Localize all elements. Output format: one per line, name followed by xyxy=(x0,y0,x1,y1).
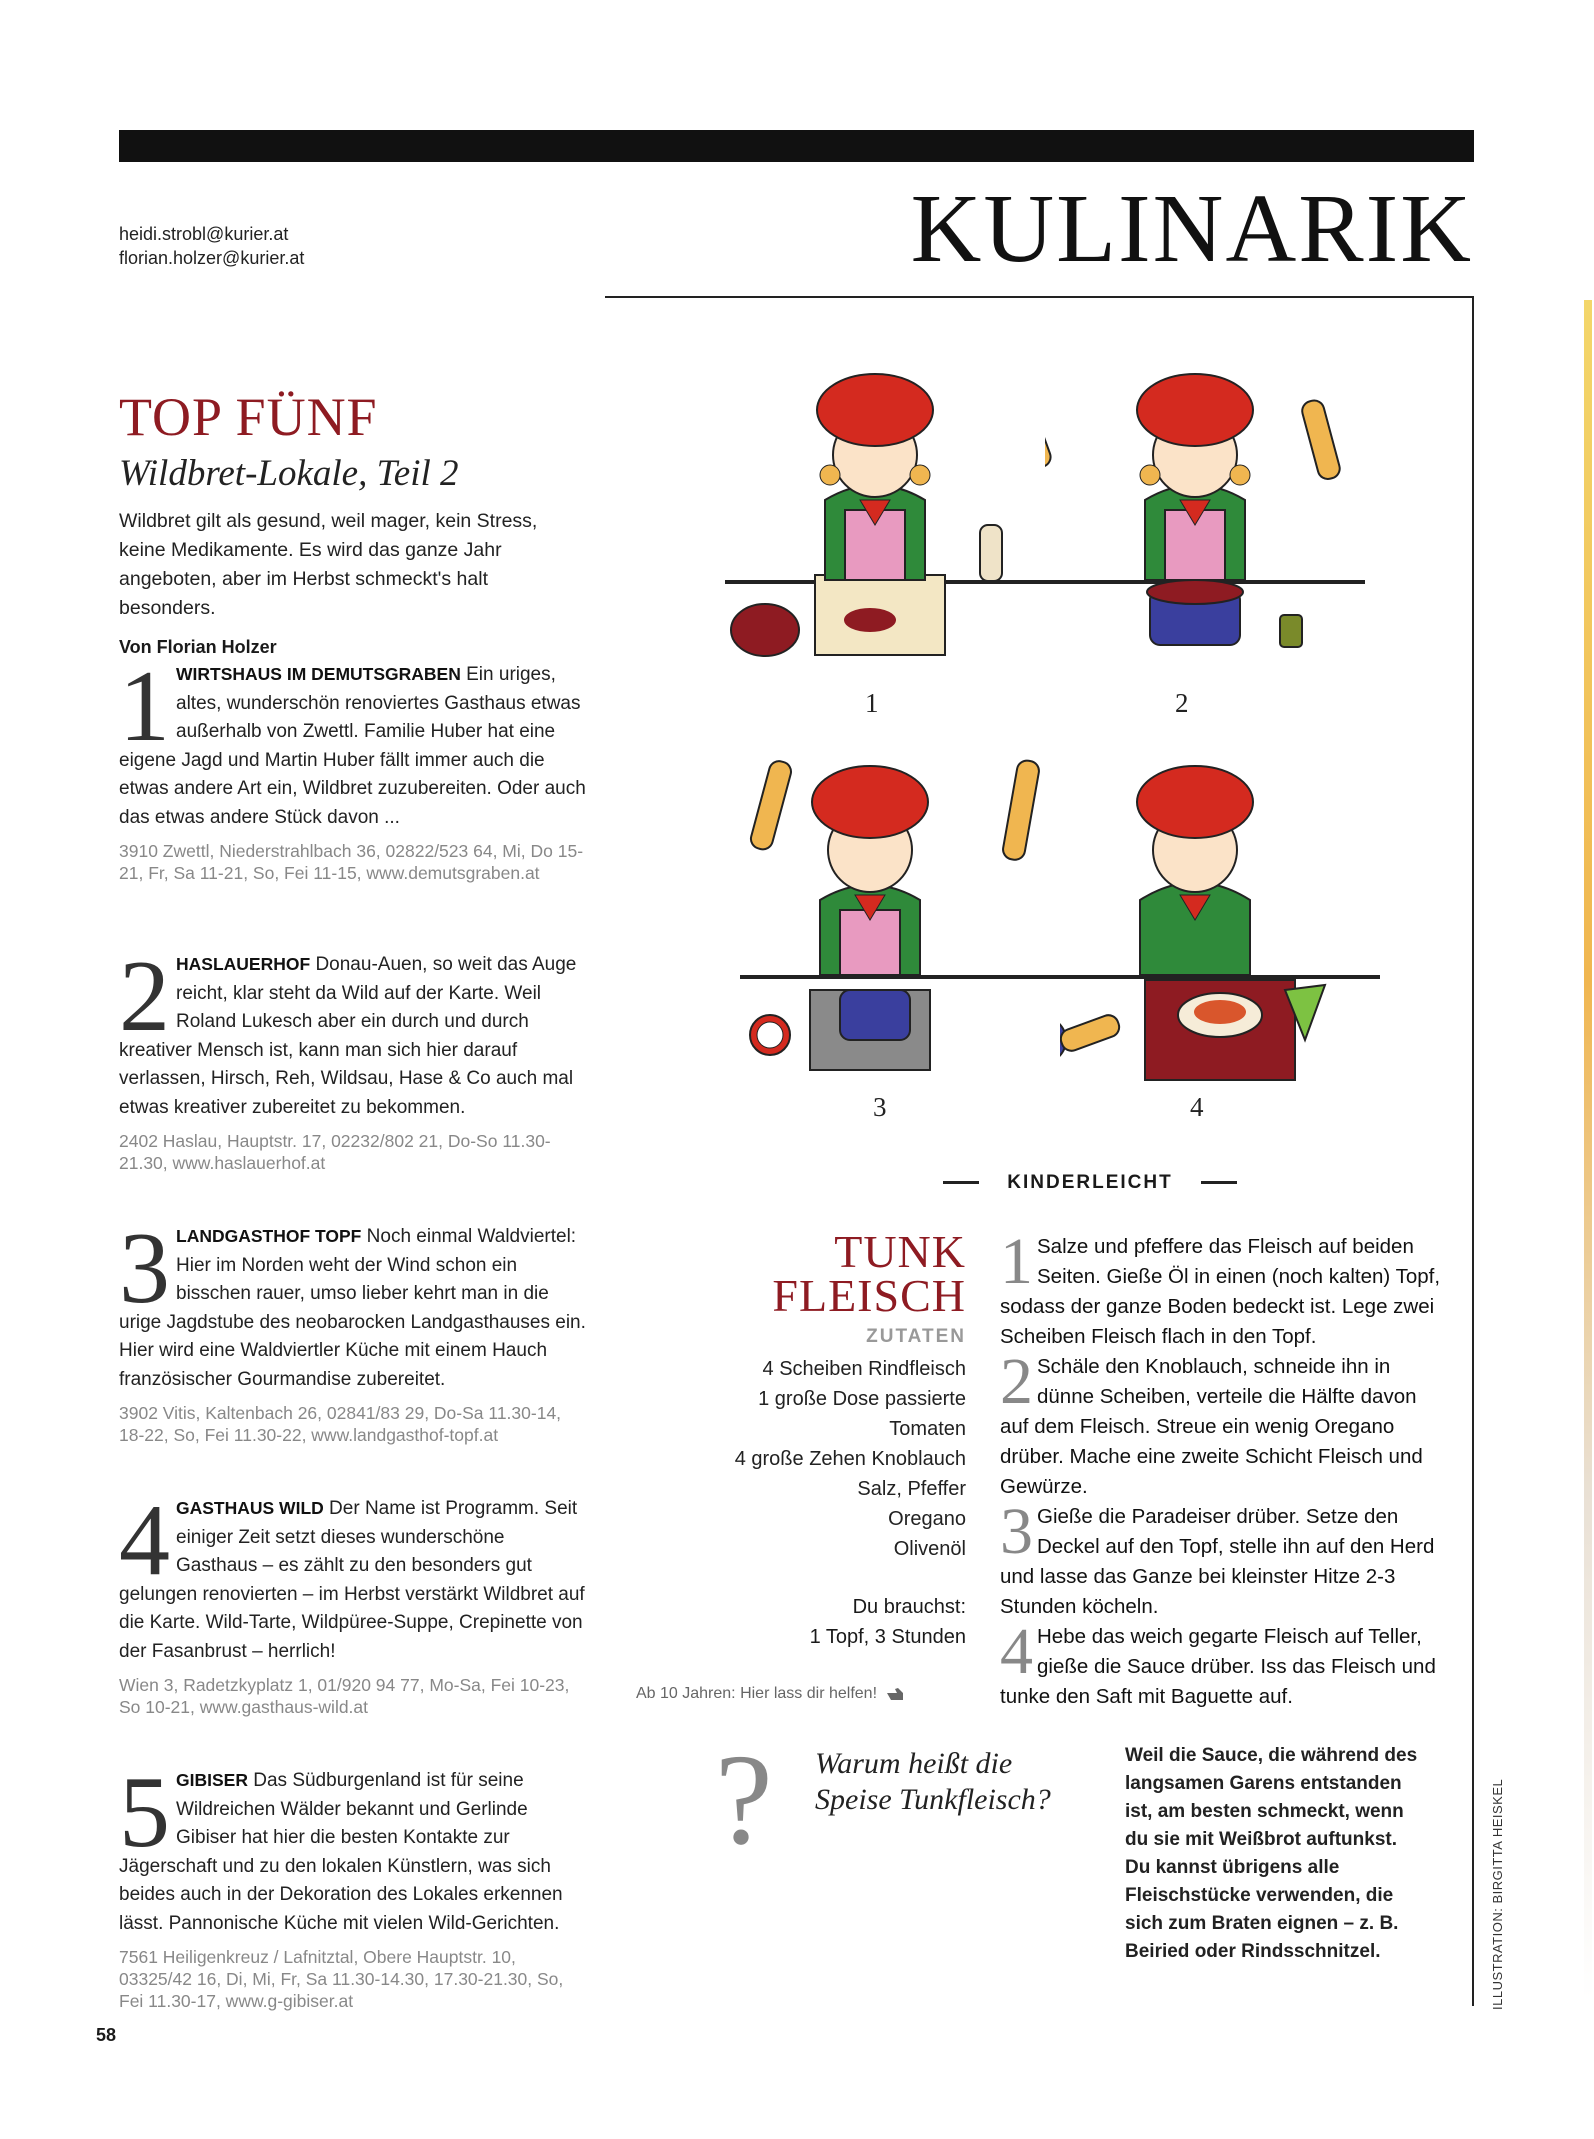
email-link[interactable]: heidi.strobl@kurier.at xyxy=(119,224,289,244)
entry-address: Wien 3, Radetzkyplatz 1, 01/920 94 77, Mo-Sa, Fei 10-23, So 10-21, www.gasthaus-wild.at xyxy=(119,1675,570,1717)
entry-name: GIBISER xyxy=(176,1770,248,1790)
step-text: Hebe das weich gegarte Fleisch auf Teller, gieße die Sauce drüber. Iss das Fleisch und tunke den Saft mit Baguette auf. xyxy=(1000,1625,1436,1708)
ingredient: 4 große Zehen Knoblauch xyxy=(734,1448,966,1470)
hand-icon xyxy=(885,1685,907,1703)
credit-text: ILLUSTRATION: BIRGITTA HEISKEL xyxy=(1490,1778,1505,2010)
ingredient: Tomaten xyxy=(889,1418,966,1440)
illustration-panel-2 xyxy=(1045,360,1365,680)
restaurant-entry xyxy=(119,1756,589,2012)
question-mark-icon: ? xyxy=(715,1728,773,1872)
step-number: 1 xyxy=(1000,1225,1033,1298)
illustration-panel-1 xyxy=(725,360,1045,680)
recipe-step xyxy=(1000,1225,1450,1352)
age-note-text: Ab 10 Jahren: Hier lass dir helfen! xyxy=(636,1685,878,1703)
recipe-title-line: TUNK xyxy=(834,1226,966,1277)
restaurant-entry xyxy=(119,1484,589,1718)
entry-number: 1 xyxy=(119,650,170,763)
panel-number: 4 xyxy=(1190,1092,1204,1122)
ingredients-list xyxy=(660,1354,966,1564)
page-edge xyxy=(1584,300,1592,2000)
divider xyxy=(605,296,1474,298)
entry-text: Ein uriges, altes, wunderschön renoviertes Gasthaus etwas außerhalb von Zwettl. Familie Huber hat eine eigene Jagd und Martin Huber fällt immer auch die etwas andere Art ein, Wildbret zuzubereiten. Oder auch das etwas andere Stück davon ... xyxy=(119,664,586,828)
answer: Weil die Sauce, die während des langsamen Garens entstanden ist, am besten schmeckt, wenn du sie mit Weißbrot auftunkst. Du kannst übrigens alle Fleischstücke verwenden, die sich zum Braten eignen – z. B. Beiried oder Rindsschnitzel. xyxy=(1125,1745,1418,1962)
entry-name: HASLAUERHOF xyxy=(176,954,311,974)
recipe-title-line: FLEISCH xyxy=(772,1270,966,1321)
restaurant-entry xyxy=(119,940,589,1174)
restaurant-entry xyxy=(119,650,589,884)
entry-address: 2402 Haslau, Hauptstr. 17, 02232/802 21, Do-So 11.30-21.30, www.haslauerhof.at xyxy=(119,1131,551,1173)
recipe-step xyxy=(1000,1345,1450,1502)
ingredients-label: ZUTATEN xyxy=(866,1326,966,1347)
recipe-step xyxy=(1000,1615,1450,1712)
recipe-step xyxy=(1000,1495,1450,1622)
step-number: 2 xyxy=(1000,1345,1033,1418)
illustration-credit xyxy=(1490,1780,1514,2010)
ingredient: 1 große Dose passierte xyxy=(758,1388,966,1410)
section-title: KULINARIK xyxy=(910,175,1473,283)
entry-name: LANDGASTHOF TOPF xyxy=(176,1226,362,1246)
page-number: 58 xyxy=(96,2025,117,2045)
equipment: 1 Topf, 3 Stunden xyxy=(809,1626,966,1648)
entry-address: 7561 Heiligenkreuz / Lafnitztal, Obere Hauptstr. 10, 03325/42 16, Di, Mi, Fr, Sa 11.30-14.30, 17.30-21.30, So, Fei 11.30-17, www.g-gibiser.at xyxy=(119,1947,564,2011)
step-text: Schäle den Knoblauch, schneide ihn in dünne Scheiben, verteile die Hälfte davon auf dem Fleisch. Streue ein wenig Oregano drüber. Mache eine zweite Schicht Fleisch und Gewürze. xyxy=(1000,1355,1423,1498)
article-intro: Wildbret gilt als gesund, weil mager, kein Stress, keine Medikamente. Es wird das ganze Jahr angeboten, aber im Herbst schmeckt's halt besonders. xyxy=(119,510,538,619)
age-note xyxy=(636,1685,976,1703)
entry-name: WIRTSHAUS IM DEMUTSGRABEN xyxy=(176,664,461,684)
recipe-steps xyxy=(1000,1225,1450,1712)
step-text: Gieße die Paradeiser drüber. Setze den Deckel auf den Topf, stelle ihn auf den Herd und lasse das Ganze bei kleinster Hitze 2-3 Stunden köcheln. xyxy=(1000,1505,1435,1618)
illustration-panel-3 xyxy=(740,750,1060,1090)
ingredient: Salz, Pfeffer xyxy=(857,1478,966,1500)
divider xyxy=(1472,296,1474,2006)
question: Warum heißt die Speise Tunkfleisch? xyxy=(815,1747,1051,1816)
recipe-kicker: KINDERLEICHT xyxy=(880,1172,1300,1194)
entry-text: Das Südburgenland ist für seine Wildreichen Wälder bekannt und Gerlinde Gibiser hat hier die besten Kontakte zur Jägerschaft und zu den lokalen Künstlern, was sich beides auch in der Dekoration des Lokales erkennen lässt. Pannonische Küche mit vielen Wild-Gerichten. xyxy=(119,1770,563,1934)
step-text: Salze und pfeffere das Fleisch auf beiden Seiten. Gieße Öl in einen (noch kalten) Topf, sodass der ganze Boden bedeckt ist. Lege zwei Scheiben Fleisch flach in den Topf. xyxy=(1000,1235,1441,1348)
step-number: 4 xyxy=(1000,1615,1033,1688)
entry-text: Donau-Auen, so weit das Auge reicht, klar steht da Wild auf der Karte. Weil Roland Lukesch aber ein durch und durch kreativer Mensch ist, kann man sich hier darauf verlassen, Hirsch, Reh, Wildsau, Hase & Co auch mal etwas kreativer zubereitet zu bekommen. xyxy=(119,954,577,1118)
byline: Von Florian Holzer xyxy=(119,637,277,657)
restaurant-entry xyxy=(119,1212,589,1446)
ingredient: Oregano xyxy=(888,1508,966,1530)
entry-name: GASTHAUS WILD xyxy=(176,1498,324,1518)
article-title: TOP FÜNF xyxy=(119,387,378,447)
header-bar xyxy=(119,130,1474,162)
entry-text: Der Name ist Programm. Seit einiger Zeit setzt dieses wunderschöne Gasthaus – es zählt zu den besonders gut gelungen renovierten – im Herbst verstärkt Wildbret auf die Karte. Wild-Tarte, Wildpüree-Suppe, Crepinette von der Fasanbrust – herrlich! xyxy=(119,1498,585,1662)
panel-number: 1 xyxy=(865,688,879,718)
recipe-title xyxy=(720,1226,966,1321)
top-five-intro xyxy=(119,387,589,658)
ingredient: Olivenöl xyxy=(893,1538,966,1560)
entry-number: 4 xyxy=(119,1484,170,1597)
author-emails xyxy=(119,222,304,270)
entry-text: Noch einmal Waldviertel: Hier im Norden weht der Wind schon ein bisschen rauer, umso lieber kehrt man in die urige Jagdstube des neobarocken Landgasthauses ein. Hier wird eine Waldviertler Küche mit einem Hauch französischer Gourmandise zubereitet. xyxy=(119,1226,586,1390)
entry-number: 5 xyxy=(119,1756,170,1869)
ingredient: 4 Scheiben Rindfleisch xyxy=(762,1358,966,1380)
panel-number: 3 xyxy=(873,1092,887,1122)
article-subtitle: Wildbret-Lokale, Teil 2 xyxy=(119,453,459,494)
entry-address: 3910 Zwettl, Niederstrahlbach 36, 02822/523 64, Mi, Do 15-21, Fr, Sa 11-21, So, Fei 11-15, www.demutsgraben.at xyxy=(119,841,584,883)
email-link[interactable]: florian.holzer@kurier.at xyxy=(119,248,305,268)
panel-number: 2 xyxy=(1175,688,1189,718)
entry-number: 3 xyxy=(119,1212,170,1325)
entry-number: 2 xyxy=(119,940,170,1053)
entry-address: 3902 Vitis, Kaltenbach 26, 02841/83 29, Do-Sa 11.30-14, 18-22, So, Fei 11.30-22, www.landgasthof-topf.at xyxy=(119,1403,562,1445)
equipment-label: Du brauchst: xyxy=(852,1596,966,1618)
step-number: 3 xyxy=(1000,1495,1033,1568)
illustration-panel-4 xyxy=(1060,750,1380,1090)
